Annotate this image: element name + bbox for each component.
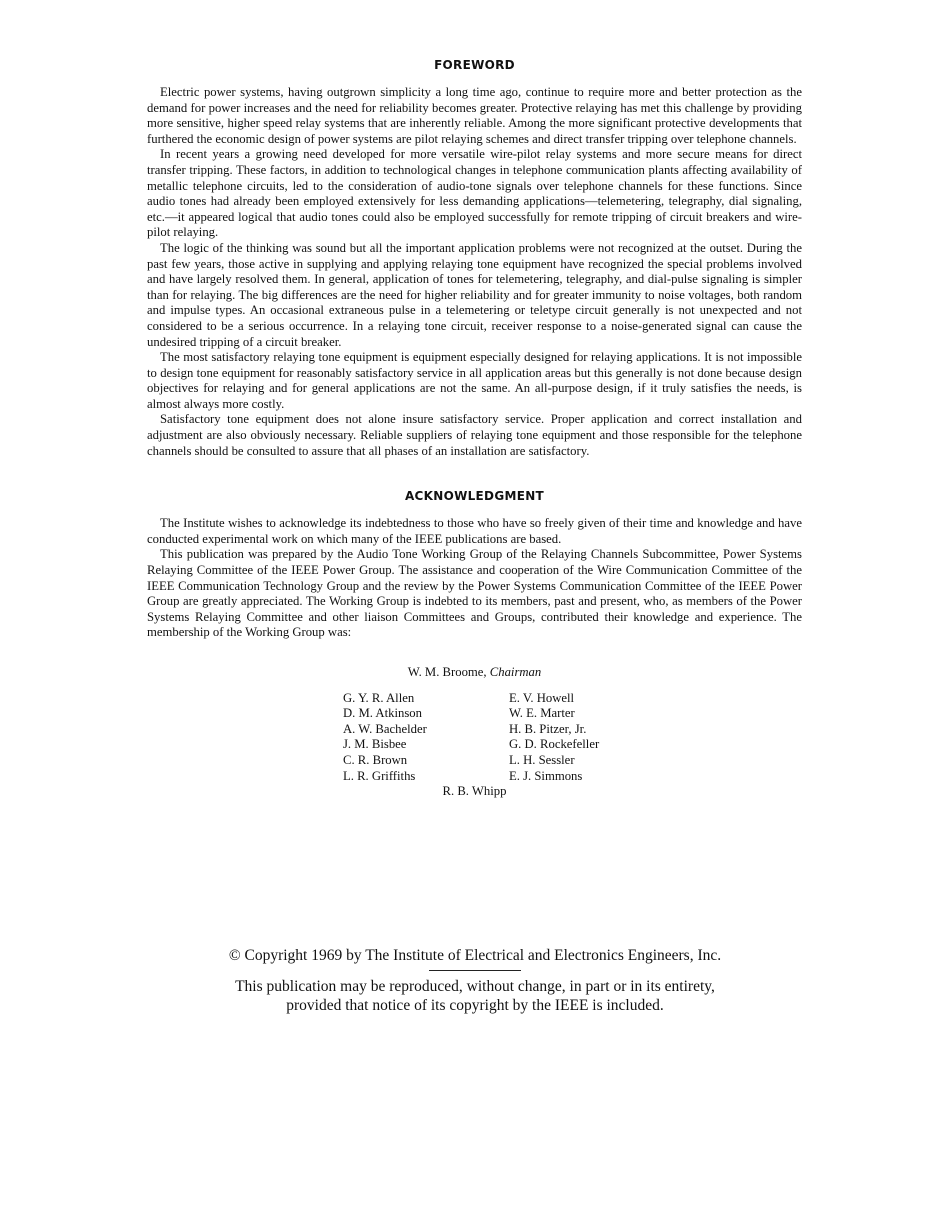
chairman-line [147,665,802,681]
member-name-last: R. B. Whipp [442,784,507,799]
member-name: D. M. Atkinson [343,706,422,721]
working-group-list [147,665,802,800]
foreword-paragraph: Satisfactory tone equipment does not alone insure satisfactory service. Proper application and correct installation and adjustment are also obviously necessary. Reliable suppliers of relaying tone equipment and those responsible for the telephone channels should be consulted to assure that all phases of an installation are satisfactory. [147,412,802,458]
acknowledgment-heading: ACKNOWLEDGMENT [404,489,545,504]
member-name: E. V. Howell [509,690,575,705]
member-name: G. Y. R. Allen [343,690,415,705]
foreword-paragraph: The most satisfactory relaying tone equipment is equipment especially designed for relaying applications. It is not impossible to design tone equipment for reasonably satisfactory service in all application areas but this generally is not done because design objectives for relaying and for general applications are not the same. An all-purpose design, if it truly satisfies the needs, is almost always more costly. [147,350,802,411]
chairman-title: Chairman [489,665,542,679]
foreword-paragraph: Electric power systems, having outgrown simplicity a long time ago, continue to require more and better protection as the demand for power increases and the need for reliability becomes greater. Protective relaying has met this challenge by providing more sensitive, higher speed relay systems that are inherently reliable. Among the more significant protective developments that furthered the economic design of power systems are pilot relaying schemes and direct transfer tripping over telephone channels. [147,85,802,146]
member-name: A. W. Bachelder [343,721,427,736]
member-grid [343,691,802,785]
copyright-notice: © Copyright 1969 by The Institute of Electrical and Electronics Engineers, Inc. [228,947,722,964]
foreword-paragraph: The logic of the thinking was sound but all the important application problems were not recognized at the outset. During the past few years, those active in supplying and applying relaying tone equipment have recognized the special problems involved and have largely resolved them. In general, application of tones for telemetering, telegraphy, and dial-pulse signaling is simpler than for relaying. The big differences are the need for higher reliability and for greater immunity to noise voltages, both random and impulse types. An occasional extraneous pulse in a telemetering or teletype circuit generally is not unexpected and not considered to be a serious occurrence. In a relaying tone circuit, receiver response to a noise-generated signal can cause the undesired tripping of a circuit breaker. [147,240,802,349]
reproduction-notice-line-1: This publication may be reproduced, without change, in part or in its entirety, [235,978,715,995]
member-name: J. M. Bisbee [343,737,407,752]
divider-rule [429,970,521,971]
acknowledgment-paragraph: This publication was prepared by the Audio Tone Working Group of the Relaying Channels Subcommittee, Power Systems Relaying Committee of the IEEE Power Group. The assistance and cooperation of the Wire Communication Committee of the IEEE Communication Technology Group and the review by the Power Systems Communication Committee of the IEEE Power Group are greatly appreciated. The Working Group is indebted to its members, past and present, who, as members of the Power Systems Relaying Committee and other liaison Committees and Groups, contributed their knowledge and experience. The membership of the Working Group was: [147,547,802,640]
foreword-body [147,85,802,459]
chairman-name: W. M. Broome, [407,665,487,679]
member-name: L. H. Sessler [509,752,575,767]
foreword-paragraph: In recent years a growing need developed for more versatile wire-pilot relay systems and more secure means for direct transfer tripping. These factors, in addition to technological changes in telephone communication plants affecting availability of metallic telephone circuits, led to the consideration of audio-tone signals over telephone channels for these functions. Since audio tones had already been employed extensively for less demanding applications—telemetering, telegraphy, dial signaling, etc.—it appeared logical that audio tones could also be employed successfully for remote tripping of circuit breakers and wire-pilot relaying. [147,147,802,240]
member-name: G. D. Rockefeller [509,737,600,752]
copyright-block [0,946,950,1015]
member-name: E. J. Simmons [509,768,583,783]
foreword-heading: FOREWORD [434,58,515,72]
acknowledgment-paragraph: The Institute wishes to acknowledge its indebtedness to those who have so freely given of their time and knowledge and have conducted experimental work on which many of the IEEE publications are based. [147,516,802,546]
member-name: H. B. Pitzer, Jr. [509,721,587,736]
member-name: C. R. Brown [343,752,408,767]
acknowledgment-body [147,516,802,641]
document-page [147,58,802,800]
member-name: W. E. Marter [509,706,575,721]
member-name: L. R. Griffiths [343,768,416,783]
reproduction-notice-line-2: provided that notice of its copyright by the IEEE is included. [286,997,664,1014]
